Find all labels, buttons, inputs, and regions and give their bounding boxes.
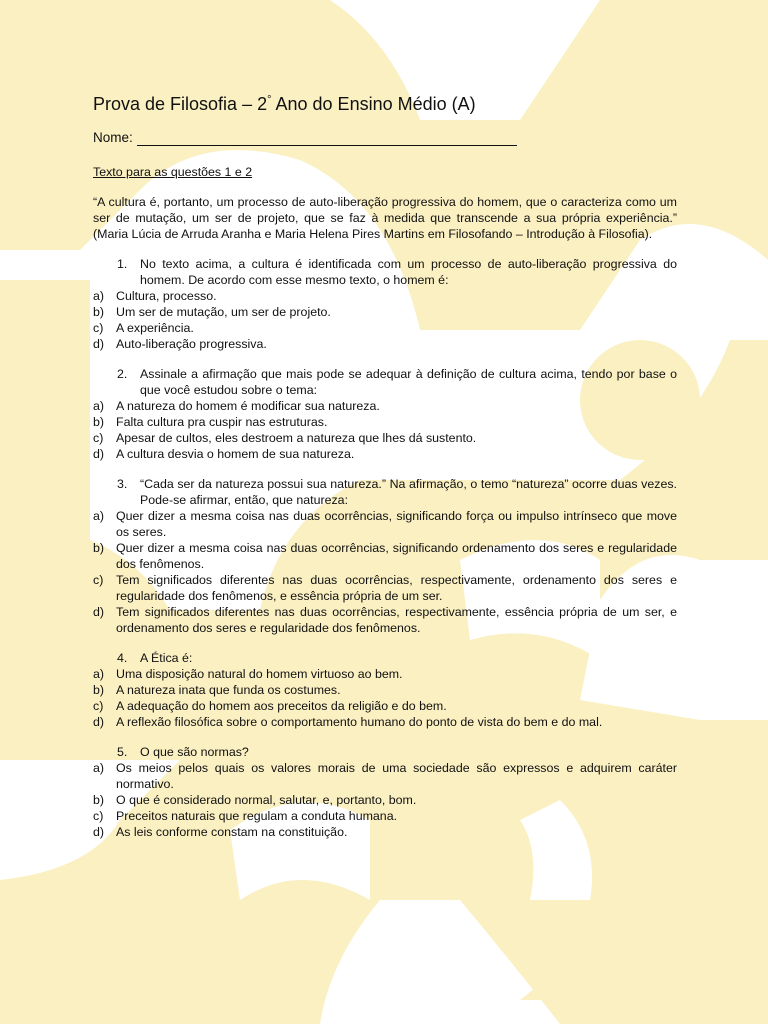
answer-option [93, 714, 677, 730]
answer-option [93, 604, 677, 636]
answer-option [93, 666, 677, 682]
option-text: A experiência. [116, 321, 194, 335]
option-text: Preceitos naturais que regulam a conduta humana. [116, 809, 398, 823]
name-label: Nome: [93, 130, 133, 145]
option-letter: a) [93, 667, 105, 681]
option-letter: d) [93, 825, 105, 839]
answer-option [93, 320, 677, 336]
option-letter: d) [93, 337, 105, 351]
option-text: Tem significados diferentes nas duas ocorrências, respectivamente, ordenamento dos seres e regularidade dos fenômenos, e essência própria de um ser. [116, 573, 677, 603]
name-row [93, 130, 677, 146]
answer-option [93, 398, 677, 414]
title-rest: Ano do Ensino Médio (A) [271, 94, 476, 114]
option-text: A natureza inata que funda os costumes. [116, 683, 341, 697]
question-stem [117, 366, 677, 398]
answer-option [93, 446, 677, 462]
answer-option [93, 792, 677, 808]
option-text: A cultura desvia o homem de sua natureza. [116, 447, 355, 461]
option-letter: d) [93, 605, 105, 619]
answer-option [93, 336, 677, 352]
option-letter: b) [93, 541, 105, 555]
question-number: 1. [117, 257, 128, 271]
name-field-line[interactable] [137, 133, 517, 146]
title-main: Prova de Filosofia – 2 [93, 94, 268, 114]
question-stem [117, 650, 677, 666]
option-text: Quer dizer a mesma coisa nas duas ocorrências, significando ordenamento dos seres e regularidade dos fenômenos. [116, 541, 677, 571]
option-text: Os meios pelos quais os valores morais de uma sociedade são expressos e adquirem caráter normativo. [116, 761, 677, 791]
option-letter: d) [93, 715, 105, 729]
exam-document [93, 88, 677, 854]
text-heading: Texto para as questões 1 e 2 [93, 165, 253, 179]
option-letter: a) [93, 761, 105, 775]
option-letter: b) [93, 305, 105, 319]
option-letter: d) [93, 447, 105, 461]
option-text: Cultura, processo. [116, 289, 217, 303]
option-text: Apesar de cultos, eles destroem a natureza que lhes dá sustento. [116, 431, 477, 445]
option-letter: a) [93, 509, 105, 523]
answer-option [93, 430, 677, 446]
answer-option [93, 760, 677, 792]
question-stem [117, 744, 677, 760]
question-block [93, 256, 677, 352]
answer-option [93, 682, 677, 698]
option-letter: b) [93, 415, 105, 429]
option-letter: a) [93, 399, 105, 413]
option-text: Um ser de mutação, um ser de projeto. [116, 305, 331, 319]
answer-option [93, 572, 677, 604]
question-number: 2. [117, 367, 128, 381]
option-letter: c) [93, 321, 104, 335]
question-number: 3. [117, 477, 128, 491]
option-text: Tem significados diferentes nas duas ocorrências, respectivamente, essência própria de um ser, e ordenamento dos seres e regularidade dos fenômenos. [116, 605, 677, 635]
page-title [93, 88, 677, 116]
question-block [93, 366, 677, 462]
option-letter: c) [93, 573, 104, 587]
answer-option [93, 808, 677, 824]
answer-option [93, 540, 677, 572]
answer-option [93, 304, 677, 320]
answer-option [93, 824, 677, 840]
answer-option [93, 288, 677, 304]
option-letter: c) [93, 699, 104, 713]
answer-option [93, 414, 677, 430]
quote-paragraph: “A cultura é, portanto, um processo de auto-liberação progressiva do homem, que o caracteriza como um ser de mutação, um ser de projeto, que se faz à medida que transcende a sua própria experiência.” (Maria Lúcia de Arruda Aranha e Maria Helena Pires Martins em Filosofando – Introdução à Filosofia). [93, 195, 677, 241]
option-letter: a) [93, 289, 105, 303]
question-text: Assinale a afirmação que mais pode se adequar à definição de cultura acima, tendo por base o que você estudou sobre o tema: [140, 367, 677, 397]
option-text: A reflexão filosófica sobre o comportamento humano do ponto de vista do bem e do mal. [116, 715, 603, 729]
option-text: Quer dizer a mesma coisa nas duas ocorrências, significando força ou impulso intrínseco que move os seres. [116, 509, 677, 539]
question-text: O que são normas? [140, 745, 249, 759]
question-text: “Cada ser da natureza possui sua natureza.” Na afirmação, o temo “natureza” ocorre duas vezes. Pode-se afirmar, então, que natureza: [140, 477, 677, 507]
question-text: No texto acima, a cultura é identificada com um processo de auto-liberação progressiva do homem. De acordo com esse mesmo texto, o homem é: [140, 257, 677, 287]
option-text: A adequação do homem aos preceitos da religião e do bem. [116, 699, 447, 713]
option-text: O que é considerado normal, salutar, e, portanto, bom. [116, 793, 417, 807]
question-number: 5. [117, 745, 128, 759]
option-text: Uma disposição natural do homem virtuoso ao bem. [116, 667, 403, 681]
option-text: Auto-liberação progressiva. [116, 337, 267, 351]
question-stem [117, 256, 677, 288]
option-text: As leis conforme constam na constituição. [116, 825, 348, 839]
option-text: A natureza do homem é modificar sua natureza. [116, 399, 380, 413]
questions-list [93, 256, 677, 840]
option-letter: b) [93, 793, 105, 807]
option-letter: b) [93, 683, 105, 697]
option-text: Falta cultura pra cuspir nas estruturas. [116, 415, 328, 429]
title-degree: ° [267, 94, 272, 106]
question-block [93, 650, 677, 730]
question-text: A Ética é: [140, 651, 193, 665]
question-block [93, 744, 677, 840]
answer-option [93, 508, 677, 540]
question-number: 4. [117, 651, 128, 665]
option-letter: c) [93, 809, 104, 823]
answer-option [93, 698, 677, 714]
option-letter: c) [93, 431, 104, 445]
question-stem [117, 476, 677, 508]
question-block [93, 476, 677, 636]
